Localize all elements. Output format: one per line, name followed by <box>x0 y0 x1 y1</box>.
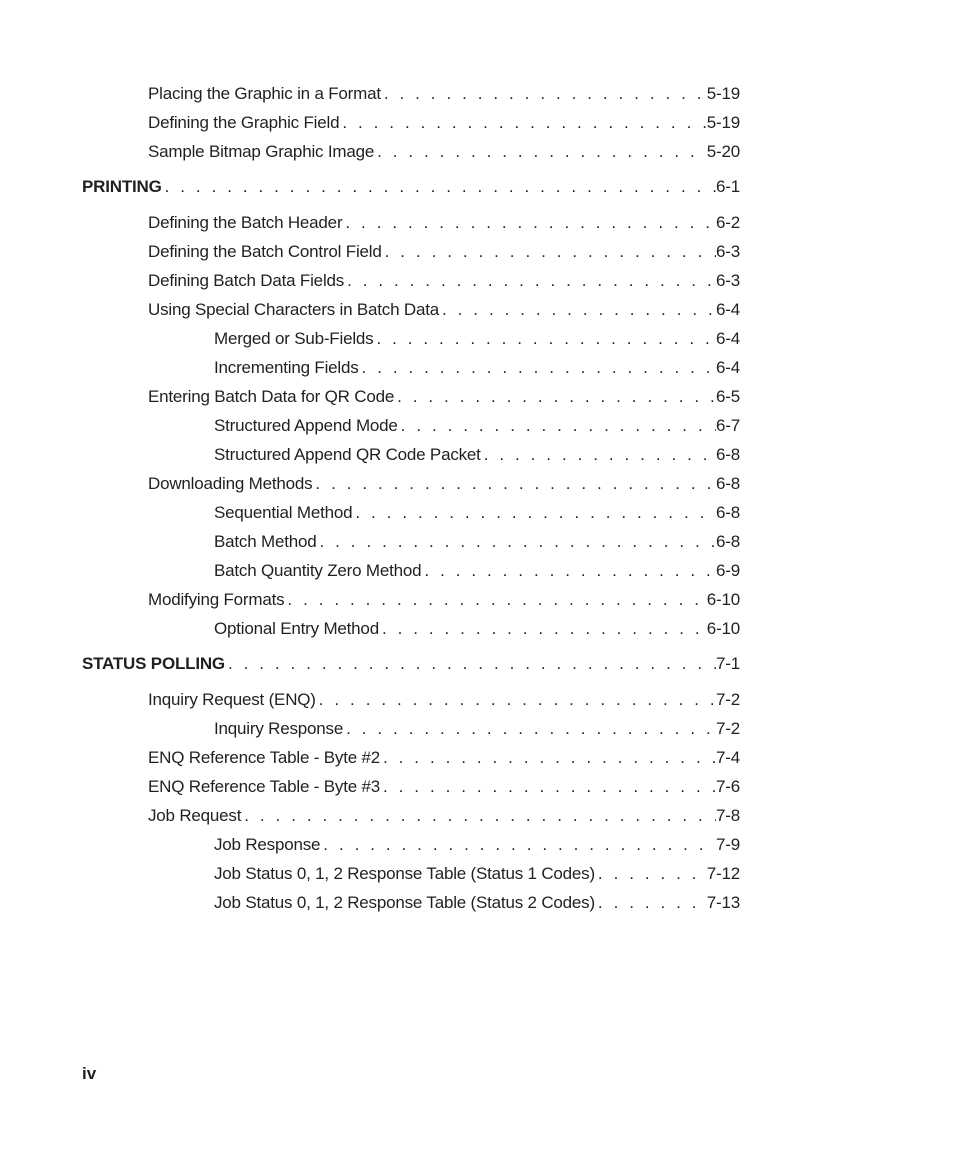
toc-entry-page: 6-8 <box>716 532 740 551</box>
toc-entry-title: Defining Batch Data Fields <box>148 271 345 290</box>
toc-subentry[interactable] <box>214 863 740 885</box>
dot-leader <box>344 270 716 292</box>
toc-subentry[interactable] <box>214 357 740 379</box>
dot-leader <box>379 618 707 640</box>
dot-leader <box>481 444 716 466</box>
dot-leader <box>343 718 716 740</box>
toc-entry-page: 7-1 <box>716 654 740 673</box>
dot-leader <box>352 502 716 524</box>
toc-entry-title: Structured Append QR Code Packet <box>214 445 481 464</box>
toc-entry-title: Job Status 0, 1, 2 Response Table (Status 1 Codes) <box>214 864 595 883</box>
toc-chapter-title: PRINTING <box>82 177 162 196</box>
toc-entry-page: 7-2 <box>716 719 740 738</box>
toc-entry-page: 6-3 <box>716 271 740 290</box>
dot-leader <box>380 776 716 798</box>
toc-entry-page: 6-4 <box>716 300 740 319</box>
toc-entry-page: 7-6 <box>716 777 740 796</box>
dot-leader <box>398 415 716 437</box>
toc-entry-page: 7-8 <box>716 806 740 825</box>
toc-entry-page: 6-9 <box>716 561 740 580</box>
toc-entry-title: Merged or Sub-Fields <box>214 329 374 348</box>
toc-entry-page: 5-19 <box>706 113 740 132</box>
toc-entry-page: 6-2 <box>716 213 740 232</box>
toc-subentry[interactable] <box>214 531 740 553</box>
toc-entry-title: Job Request <box>148 806 242 825</box>
dot-leader <box>241 805 716 827</box>
toc-entry-title: Using Special Characters in Batch Data <box>148 300 439 319</box>
dot-leader <box>421 560 716 582</box>
dot-leader <box>339 112 706 134</box>
toc-entry-page: 7-13 <box>706 893 740 912</box>
toc-entry-page: 6-10 <box>706 590 740 609</box>
dot-leader <box>342 212 716 234</box>
toc-entry-title: Placing the Graphic in a Format <box>148 84 381 103</box>
dot-leader <box>380 747 716 769</box>
toc-chapter-entry[interactable] <box>82 176 740 198</box>
toc-entry[interactable] <box>148 141 740 163</box>
toc-entry-title: Defining the Graphic Field <box>148 113 340 132</box>
toc-subentry[interactable] <box>214 444 740 466</box>
toc-entry[interactable] <box>148 689 740 711</box>
toc-entry[interactable] <box>148 83 740 105</box>
toc-entry-page: 6-10 <box>706 619 740 638</box>
toc-entry-title: Downloading Methods <box>148 474 313 493</box>
toc-subentry[interactable] <box>214 502 740 524</box>
toc-entry[interactable] <box>148 212 740 234</box>
toc-entry-title: Sample Bitmap Graphic Image <box>148 142 375 161</box>
dot-leader <box>316 689 716 711</box>
dot-leader <box>595 863 707 885</box>
toc-entry-page: 6-7 <box>716 416 740 435</box>
toc-entry[interactable] <box>148 805 740 827</box>
toc-entry-title: Batch Quantity Zero Method <box>214 561 422 580</box>
dot-leader <box>312 473 716 495</box>
toc-entry-title: Batch Method <box>214 532 317 551</box>
toc-subentry[interactable] <box>214 415 740 437</box>
dot-leader <box>317 531 717 553</box>
toc-entry-title: Inquiry Request (ENQ) <box>148 690 316 709</box>
toc-entry[interactable] <box>148 747 740 769</box>
toc-entry-page: 7-2 <box>716 690 740 709</box>
toc-entry[interactable] <box>148 241 740 263</box>
toc-entry-title: Incrementing Fields <box>214 358 359 377</box>
toc-chapter-entry[interactable] <box>82 653 740 675</box>
toc-entry-title: Inquiry Response <box>214 719 344 738</box>
toc-entry-title: ENQ Reference Table - Byte #2 <box>148 748 381 767</box>
toc-entry-page: 6-8 <box>716 474 740 493</box>
toc-entry-title: Optional Entry Method <box>214 619 379 638</box>
dot-leader <box>382 241 716 263</box>
toc-entry-title: Defining the Batch Control Field <box>148 242 382 261</box>
toc-subentry[interactable] <box>214 718 740 740</box>
toc-entry-title: ENQ Reference Table - Byte #3 <box>148 777 381 796</box>
toc-entry-page: 6-4 <box>716 329 740 348</box>
dot-leader <box>394 386 716 408</box>
dot-leader <box>381 83 707 105</box>
toc-entry[interactable] <box>148 299 740 321</box>
dot-leader <box>374 141 707 163</box>
toc-subentry[interactable] <box>214 834 740 856</box>
dot-leader <box>359 357 716 379</box>
toc-entry[interactable] <box>148 386 740 408</box>
dot-leader <box>595 892 707 914</box>
toc-entry-title: Job Response <box>214 835 321 854</box>
toc-entry-page: 5-19 <box>706 84 740 103</box>
toc-entry[interactable] <box>148 112 740 134</box>
toc-entry[interactable] <box>148 776 740 798</box>
toc-entry-page: 7-12 <box>706 864 740 883</box>
toc-entry-page: 7-9 <box>716 835 740 854</box>
toc-entry-page: 6-8 <box>716 445 740 464</box>
toc-subentry[interactable] <box>214 560 740 582</box>
toc-entry-title: Modifying Formats <box>148 590 285 609</box>
toc-entry-title: Job Status 0, 1, 2 Response Table (Status 2 Codes) <box>214 893 595 912</box>
toc-entry-page: 6-3 <box>716 242 740 261</box>
toc-entry[interactable] <box>148 589 740 611</box>
toc-entry[interactable] <box>148 473 740 495</box>
toc-entry-page: 6-8 <box>716 503 740 522</box>
dot-leader <box>439 299 716 321</box>
dot-leader <box>162 176 716 198</box>
toc-entry-page: 6-4 <box>716 358 740 377</box>
toc-entry-title: Sequential Method <box>214 503 353 522</box>
toc-entry-page: 6-1 <box>716 177 740 196</box>
toc-entry[interactable] <box>148 270 740 292</box>
toc-entry-title: Defining the Batch Header <box>148 213 343 232</box>
page-number: iv <box>82 1064 97 1083</box>
toc-entry-page: 6-5 <box>716 387 740 406</box>
toc-subentry[interactable] <box>214 618 740 640</box>
dot-leader <box>320 834 716 856</box>
toc-subentry[interactable] <box>214 328 740 350</box>
toc-chapter-title: STATUS POLLING <box>82 654 225 673</box>
dot-leader <box>373 328 716 350</box>
dot-leader <box>284 589 706 611</box>
dot-leader <box>225 653 716 675</box>
toc-entry-page: 5-20 <box>706 142 740 161</box>
toc-entry-title: Structured Append Mode <box>214 416 398 435</box>
toc-entry-page: 7-4 <box>716 748 740 767</box>
toc-subentry[interactable] <box>214 892 740 914</box>
toc-entry-title: Entering Batch Data for QR Code <box>148 387 395 406</box>
